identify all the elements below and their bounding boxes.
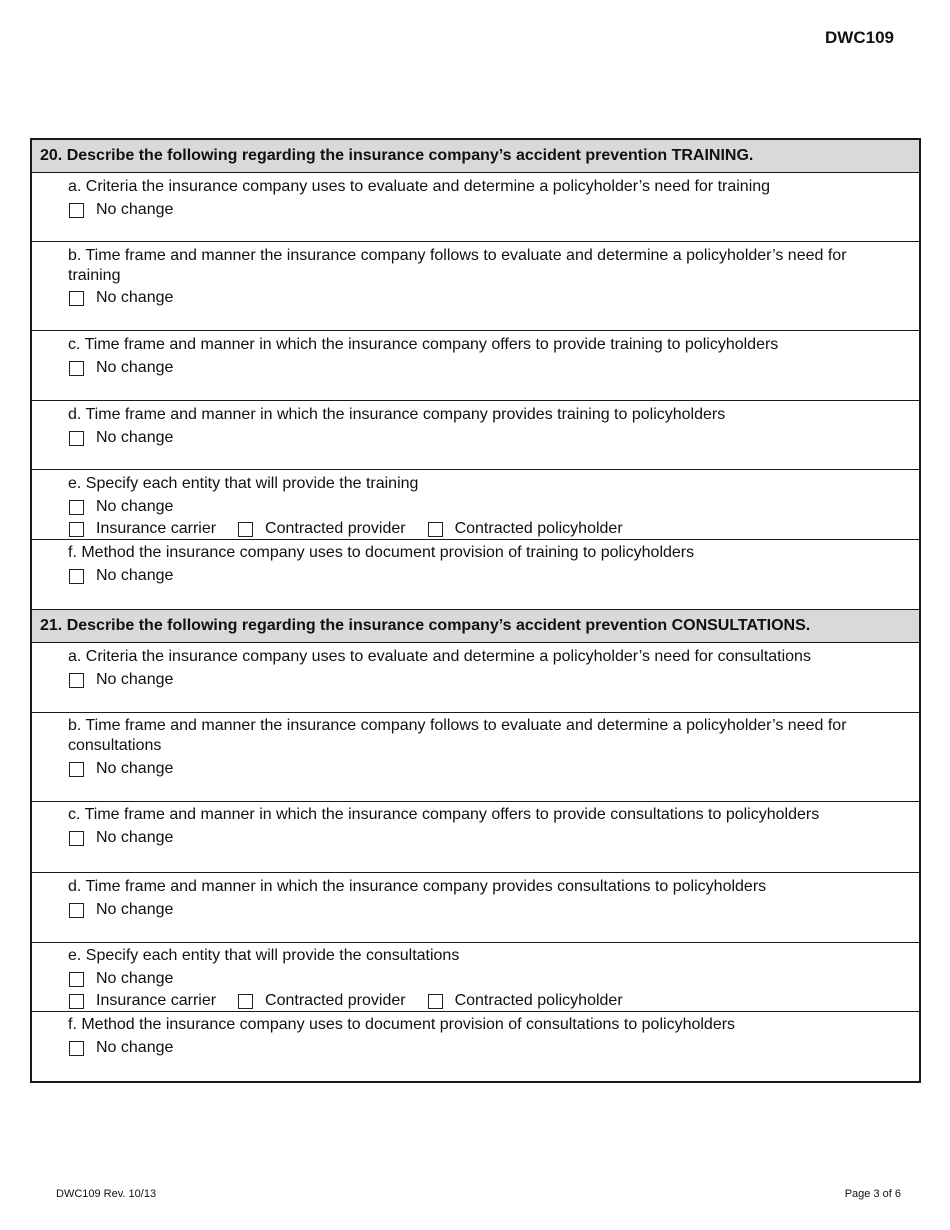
no-change-20c[interactable]: [69, 358, 173, 378]
question-21a: [32, 643, 919, 713]
no-change-21c[interactable]: [69, 828, 173, 848]
insurance-carrier-21e-label: Insurance carrier: [96, 992, 217, 1009]
no-change-20a[interactable]: [69, 200, 173, 220]
question-21e-text: e. Specify each entity that will provide the consultations: [68, 947, 460, 964]
question-20e: [32, 470, 919, 540]
question-20a: [32, 173, 919, 242]
entity-contracted-provider-21e[interactable]: [238, 992, 406, 1010]
question-21d-text: d. Time frame and manner in which the insurance company provides consultations to policyholders: [68, 878, 767, 895]
contracted-provider-20e-label: Contracted provider: [265, 520, 406, 537]
question-21a-text: a. Criteria the insurance company uses to evaluate and determine a policyholder’s need for consultations: [68, 648, 811, 665]
no-change-20f-label: No change: [96, 567, 174, 584]
question-20e-text: e. Specify each entity that will provide the training: [68, 475, 419, 492]
no-change-20b-label: No change: [96, 289, 174, 306]
no-change-20b-checkbox[interactable]: [69, 291, 84, 306]
no-change-20e-label: No change: [96, 498, 174, 515]
no-change-21e[interactable]: [69, 969, 173, 989]
contracted-provider-21e-label: Contracted provider: [265, 992, 406, 1009]
entity-options-21e: [69, 991, 645, 1011]
no-change-20e[interactable]: [69, 497, 173, 517]
no-change-20c-checkbox[interactable]: [69, 361, 84, 376]
section-21-header: [32, 609, 919, 643]
insurance-carrier-20e-label: Insurance carrier: [96, 520, 217, 537]
question-20b: [32, 242, 919, 331]
section-20-header: [32, 140, 919, 173]
question-20f-text: f. Method the insurance company uses to document provision of training to policyholders: [68, 544, 695, 561]
no-change-21e-label: No change: [96, 970, 174, 987]
question-20a-text: a. Criteria the insurance company uses to evaluate and determine a policyholder’s need for training: [68, 178, 771, 195]
no-change-20b[interactable]: [69, 288, 173, 308]
no-change-21e-checkbox[interactable]: [69, 972, 84, 987]
question-21c: [32, 802, 919, 873]
no-change-20e-checkbox[interactable]: [69, 500, 84, 515]
no-change-21b-label: No change: [96, 760, 174, 777]
question-21d: [32, 873, 919, 943]
no-change-21d-checkbox[interactable]: [69, 903, 84, 918]
no-change-21f-label: No change: [96, 1039, 174, 1056]
no-change-21f[interactable]: [69, 1038, 173, 1058]
entity-options-20e: [69, 519, 645, 539]
footer-revision: DWC109 Rev. 10/13: [56, 1188, 157, 1200]
contracted-policyholder-20e-label: Contracted policyholder: [454, 520, 623, 537]
entity-contracted-policyholder-21e[interactable]: [428, 992, 623, 1010]
question-21b-text: b. Time frame and manner the insurance company follows to evaluate and determine a policyholder’s need for consultations: [68, 717, 847, 754]
no-change-21b-checkbox[interactable]: [69, 762, 84, 777]
no-change-20d-label: No change: [96, 429, 174, 446]
contracted-policyholder-21e-label: Contracted policyholder: [454, 992, 623, 1009]
question-20d-text: d. Time frame and manner in which the insurance company provides training to policyholders: [68, 406, 726, 423]
question-21f: [32, 1012, 919, 1079]
no-change-21d-label: No change: [96, 901, 174, 918]
entity-contracted-policyholder-20e[interactable]: [428, 520, 623, 538]
no-change-21a-label: No change: [96, 671, 174, 688]
section-20-title: 20. Describe the following regarding the insurance company’s accident prevention TRAINING.: [40, 147, 754, 164]
no-change-21f-checkbox[interactable]: [69, 1041, 84, 1056]
entity-insurance-carrier-20e[interactable]: [69, 520, 216, 538]
contracted-policyholder-21e-checkbox[interactable]: [428, 994, 443, 1009]
question-20c-text: c. Time frame and manner in which the insurance company offers to provide training to policyholders: [68, 336, 779, 353]
no-change-20a-label: No change: [96, 201, 174, 218]
question-21c-text: c. Time frame and manner in which the insurance company offers to provide consultations to policyholders: [68, 806, 820, 823]
contracted-provider-20e-checkbox[interactable]: [238, 522, 253, 537]
form-code: DWC109: [825, 28, 894, 47]
no-change-20c-label: No change: [96, 359, 174, 376]
no-change-20a-checkbox[interactable]: [69, 203, 84, 218]
footer-page-number: Page 3 of 6: [844, 1188, 901, 1200]
contracted-policyholder-20e-checkbox[interactable]: [428, 522, 443, 537]
question-21f-text: f. Method the insurance company uses to document provision of consultations to policyholders: [68, 1016, 736, 1033]
question-20d: [32, 401, 919, 470]
insurance-carrier-21e-checkbox[interactable]: [69, 994, 84, 1009]
entity-insurance-carrier-21e[interactable]: [69, 992, 216, 1010]
no-change-21c-label: No change: [96, 829, 174, 846]
no-change-20f-checkbox[interactable]: [69, 569, 84, 584]
question-20c: [32, 331, 919, 401]
insurance-carrier-20e-checkbox[interactable]: [69, 522, 84, 537]
question-20b-text: b. Time frame and manner the insurance company follows to evaluate and determine a policyholder’s need for training: [68, 247, 847, 284]
no-change-20d-checkbox[interactable]: [69, 431, 84, 446]
question-21e: [32, 943, 919, 1012]
no-change-21a-checkbox[interactable]: [69, 673, 84, 688]
section-21-title: 21. Describe the following regarding the insurance company’s accident prevention CONSULTATIONS.: [40, 617, 811, 634]
entity-contracted-provider-20e[interactable]: [238, 520, 406, 538]
no-change-21d[interactable]: [69, 900, 173, 920]
form-table: [30, 138, 921, 1083]
no-change-21c-checkbox[interactable]: [69, 831, 84, 846]
question-20f: [32, 540, 919, 609]
contracted-provider-21e-checkbox[interactable]: [238, 994, 253, 1009]
no-change-21b[interactable]: [69, 759, 173, 779]
no-change-20f[interactable]: [69, 566, 173, 586]
question-21b: [32, 713, 919, 802]
no-change-20d[interactable]: [69, 428, 173, 448]
no-change-21a[interactable]: [69, 670, 173, 690]
